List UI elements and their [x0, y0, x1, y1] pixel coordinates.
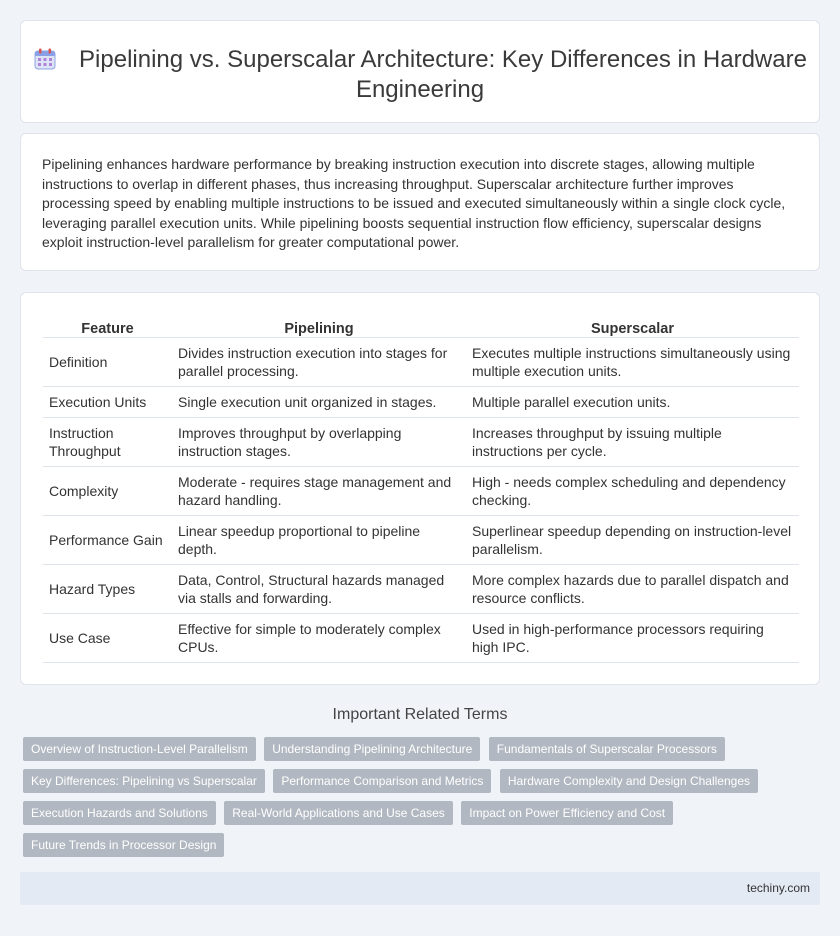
table-row: [43, 613, 799, 662]
comparison-card: [20, 292, 820, 685]
related-terms-title: Important Related Terms: [332, 706, 508, 723]
table-header-row: [43, 315, 799, 337]
table-row: [43, 564, 799, 613]
table-row: [43, 515, 799, 564]
table-row: [43, 337, 799, 386]
related-term-tag[interactable]: Understanding Pipelining Architecture: [264, 737, 480, 761]
pipelining-cell: Data, Control, Structural hazards managed via stalls and forwarding.: [172, 564, 466, 613]
pipelining-cell: Divides instruction execution into stages for parallel processing.: [172, 337, 466, 386]
related-term-tag[interactable]: Hardware Complexity and Design Challenges: [500, 769, 758, 793]
intro-card: [20, 133, 820, 271]
related-term-tag[interactable]: Real-World Applications and Use Cases: [224, 801, 453, 825]
calendar-icon: [33, 47, 57, 71]
feature-cell: Use Case: [43, 613, 172, 662]
feature-cell: Hazard Types: [43, 564, 172, 613]
pipelining-cell: Single execution unit organized in stages.: [172, 386, 466, 417]
related-term-tag[interactable]: Key Differences: Pipelining vs Superscalar: [23, 769, 265, 793]
footer: [20, 872, 820, 905]
related-term-tag[interactable]: Impact on Power Efficiency and Cost: [461, 801, 673, 825]
pipelining-cell: Moderate - requires stage management and hazard handling.: [172, 466, 466, 515]
pipelining-cell: Linear speedup proportional to pipeline depth.: [172, 515, 466, 564]
feature-cell: Complexity: [43, 466, 172, 515]
superscalar-cell: More complex hazards due to parallel dispatch and resource conflicts.: [466, 564, 799, 613]
superscalar-cell: Increases throughput by issuing multiple instructions per cycle.: [466, 417, 799, 466]
header-pipelining: Pipelining: [172, 315, 466, 337]
pipelining-cell: Effective for simple to moderately complex CPUs.: [172, 613, 466, 662]
header-feature: Feature: [43, 315, 172, 337]
superscalar-cell: Executes multiple instructions simultaneously using multiple execution units.: [466, 337, 799, 386]
page-title-wrap: [21, 45, 819, 105]
header-card: [20, 20, 820, 123]
feature-cell: Definition: [43, 337, 172, 386]
superscalar-cell: Superlinear speedup depending on instruction-level parallelism.: [466, 515, 799, 564]
table-row: [43, 466, 799, 515]
related-term-tag[interactable]: Performance Comparison and Metrics: [273, 769, 491, 793]
footer-site-link[interactable]: techiny.com: [746, 881, 810, 895]
superscalar-cell: High - needs complex scheduling and dependency checking.: [466, 466, 799, 515]
superscalar-cell: Multiple parallel execution units.: [466, 386, 799, 417]
related-term-tag[interactable]: Execution Hazards and Solutions: [23, 801, 216, 825]
feature-cell: Performance Gain: [43, 515, 172, 564]
superscalar-cell: Used in high-performance processors requiring high IPC.: [466, 613, 799, 662]
pipelining-cell: Improves throughput by overlapping instruction stages.: [172, 417, 466, 466]
related-terms-list: [23, 737, 813, 865]
related-term-tag[interactable]: Future Trends in Processor Design: [23, 833, 224, 857]
related-term-tag[interactable]: Overview of Instruction-Level Parallelism: [23, 737, 256, 761]
header-superscalar: Superscalar: [466, 315, 799, 337]
intro-paragraph: Pipelining enhances hardware performance by breaking instruction execution into discrete stages, allowing multiple instructions to overlap in different phases, thus increasing throughput. Superscalar architecture further improves processing speed by enabling multiple instructions to be issued and executed simultaneously within a single clock cycle, leveraging parallel execution units. While pipelining boosts sequential instruction flow efficiency, superscalar designs exploit instruction-level parallelism for greater computational power.: [42, 156, 786, 251]
table-row: [43, 386, 799, 417]
related-term-tag[interactable]: Fundamentals of Superscalar Processors: [489, 737, 725, 761]
feature-cell: Instruction Throughput: [43, 417, 172, 466]
comparison-table: [43, 315, 799, 663]
page-title: Pipelining vs. Superscalar Architecture: Key Differences in Hardware Engineering: [79, 46, 807, 103]
feature-cell: Execution Units: [43, 386, 172, 417]
table-row: [43, 417, 799, 466]
